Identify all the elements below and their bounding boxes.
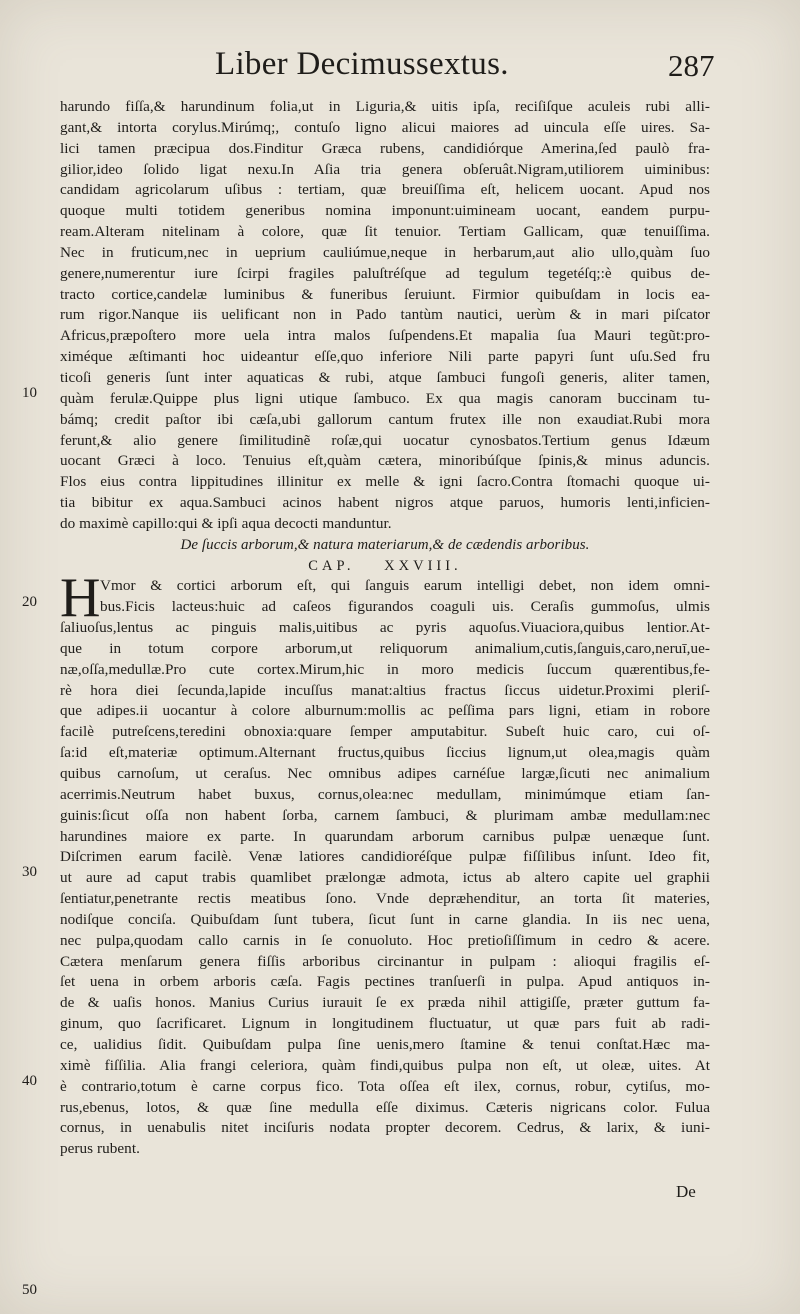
text-line: gilior,ideo ſolido ligat nexu.In Aſia tria genera obſeruât.Nigram,utiliorem uiminibus: bbox=[60, 160, 710, 178]
text-line: ſet uena in orbem arboris cæſa. Fagis pectines tranſuerſi in pulpa. Apud antiquos in- bbox=[60, 973, 710, 991]
text-line: ſentiatur,penetrante rectis meatibus ſono. Vnde depræhenditur, an torta ſit materies, bbox=[60, 890, 710, 908]
page-header bbox=[0, 46, 800, 96]
drop-cap: H bbox=[60, 567, 101, 630]
text-line: nec pulpa,quodam callo carnis in ſe conuoluto. Hoc pretioſiſſimum in cedro & acere. bbox=[60, 931, 710, 949]
text-line: do maximè capillo:qui & ipſi aqua decocti manduntur. bbox=[60, 514, 392, 532]
text-line: gant,& intorta corylus.Mirúmq;, contuſo ligno alicui maiores ad uincula eſſe uires. Sa- bbox=[60, 118, 710, 136]
text-line: ximè fiſſilia. Alia frangi celeriora, quàm findi,quibus pulpa non eſt, ut oleæ, uites. At bbox=[60, 1056, 710, 1074]
text-line: ferunt,& alio genere ſimilitudinẽ roſæ,qui uocatur cynosbatos.Tertium genus Idæum bbox=[60, 431, 710, 449]
text-line: de & uaſis honos. Manius Curius iurauit ſe ex præda nihil attigiſſe, præter guttum fa- bbox=[60, 994, 710, 1012]
text-line: Cætera menſarum genera fiſſis arboribus circinantur in pulpam : alioqui fragilis eſ- bbox=[60, 952, 710, 970]
text-line: quoque multi totidem generibus nomina imponunt:uimineam uocant, eandem purpu- bbox=[60, 202, 710, 220]
text-line: rum rigor.Nanque iis uelificant non in Pado tantùm nautici, uerùm & in mari piſcator bbox=[60, 306, 710, 324]
text-line: que adipes.ii uocantur à colore alburnum:mollis ac peſſima pars ligni, etiam in robore bbox=[60, 702, 710, 720]
text-line: ce, ualidius ſidit. Quibuſdam pulpa ſine uenis,mero ſtamine & tenui conſtat.Hæc ma- bbox=[60, 1035, 710, 1053]
line-number-30: 30 bbox=[22, 864, 37, 880]
text-line: ſaliuoſus,lentus ac pinguis malis,uitibus ac pyris aquoſus.Viuaciora,quibus lentior.At- bbox=[60, 619, 710, 637]
line-number-10: 10 bbox=[22, 385, 37, 401]
chapter-number: XXVIII. bbox=[384, 557, 462, 574]
text-line: bámq; credit paſtor ibi cæſa,ubi gallorum cantum frutex ille non exaudiat.Rubi mora bbox=[60, 410, 710, 428]
text-line: Africus,præpoſtero more uela intra malos ſuſpendens.Et mapalia ſua Mauri tegũt:pro- bbox=[60, 327, 710, 345]
text-line: perus rubent. bbox=[60, 1140, 140, 1158]
text-line: ximéque æſtimanti hoc uideantur eſſe,quo inferiore Nili parte papyri ſunt uſu.Sed fru bbox=[60, 348, 710, 366]
running-title: Liber Decimussextus. bbox=[215, 46, 509, 82]
text-line: rus,ebenus, lotos, & quæ ſine medulla eſſe diximus. Cæteris nigricans color. Fulua bbox=[60, 1098, 710, 1116]
text-line: næ,oſſa,medullæ.Pro cute cortex.Mirum,hic in moro medicis ſuccum quærentibus,fe- bbox=[60, 660, 710, 678]
text-line: harundines maiore ex parte. In quarundam arborum carnibus pulpæ uenæque ſunt. bbox=[60, 827, 710, 845]
line-number-50: 50 bbox=[22, 1282, 37, 1298]
line-number-20: 20 bbox=[22, 594, 37, 610]
text-line: acerrimis.Neutrum habet buxus, cornus,olea:nec medullam, minimúmque etiam ſan- bbox=[60, 785, 710, 803]
chapter-subtitle: De ſuccis arborum,& natura materiarum,& de cædendis arboribus. bbox=[180, 536, 590, 553]
text-line: nodiſque conciſa. Quibuſdam ſunt tubera, ſicut ſunt in carne glandia. In iis nec uena, bbox=[60, 910, 710, 928]
text-line: Flos eius contra lippitudines illinitur ex melle & igni ſacro.Contra ſtomachi quoque ui- bbox=[60, 473, 710, 491]
chapter-label: CAP. bbox=[308, 557, 355, 574]
text-line: tracto cortice,candelæ luminibus & funeribus ſeruiunt. Firmior quibuſdam in locis ea- bbox=[60, 285, 710, 303]
chapter-heading bbox=[60, 556, 710, 577]
page-number: 287 bbox=[668, 48, 715, 83]
text-line: quàm ferulæ.Quippe plus ligni utique ſambuco. Ex qua magis canoram buccinam tu- bbox=[60, 389, 710, 407]
text-line: ſa:id eſt,materiæ optimum.Alternant fructus,quibus ſiccius lignum,ut olea,magis quàm bbox=[60, 744, 710, 762]
text-line: lici tamen præcipua dos.Finditur Græca rubens, candidiórque Amerina,ſed paulò fra- bbox=[60, 139, 710, 157]
text-line: candidam agricolarum uſibus : tertiam, quæ breuiſſima eſt, helicem uocant. Apud nos bbox=[60, 181, 710, 199]
text-line: genere,numerentur iure ſcirpi fragiles paluſtréſque ad tegulum tegetéſq;:è quibus de- bbox=[60, 264, 710, 282]
text-line: tia bibitur ex aqua.Sambuci acinos habent nigros atque paruos, humoris lenti,inficien- bbox=[60, 494, 710, 512]
text-line: è contrario,totum è carne corpus fico. Tota oſſea eſt ilex, cornus, robur, cytiſus, mo- bbox=[60, 1077, 710, 1095]
text-line: facilè putreſcens,teredini obnoxia:quare ſemper amputabitur. Subeſt huic caro, cui oſ- bbox=[60, 723, 710, 741]
text-line: Vmor & cortici arborum eſt, qui ſanguis earum intelligi debet, non idem omni- bbox=[100, 577, 710, 595]
text-line: Diſcrimen earum facilè. Venæ latiores candidioréſque pulpæ fiſſilibus inſunt. Ideo fit, bbox=[60, 848, 710, 866]
line-number-40: 40 bbox=[22, 1073, 37, 1089]
text-line: ginum, quo ſacrificaret. Lignum in longitudinem fluctuatur, ut quæ pars fuit ab radi- bbox=[60, 1015, 710, 1033]
text-line: ut aure ad caput trabis quamlibet prælongæ admota, ictus ab altero capite uel graphii bbox=[60, 869, 710, 887]
text-line: uocant Græci à loco. Tenuius eſt,quàm cætera, minoribúſque ſpinis,& minus aduncis. bbox=[60, 452, 710, 470]
catchword: De bbox=[676, 1182, 696, 1201]
text-line: bus.Ficis lacteus:huic ad caſeos figurandos coaguli uis. Ceraſis gummoſus, ulmis bbox=[100, 598, 710, 616]
text-line: harundo fiſſa,& harundinum folia,ut in Liguria,& uitis ipſa, reciſiſque aculeis rubi alli- bbox=[60, 98, 710, 115]
text-line: quibus carnoſum, ut ceraſus. Nec omnibus adipes carnéſue largæ,ſicuti nec animalium bbox=[60, 765, 710, 782]
text-line: ticoſi generis ſunt inter aquaticas & rubi, atque ſambuci fungoſi generis, aliter tamen, bbox=[60, 368, 710, 386]
text-line: cornus, in uenabulis nitet inciſuris nodata propter decorem. Cedrus, & larix, & iuni- bbox=[60, 1119, 710, 1137]
text-line: ream.Alteram nitelinam à colore, quæ ſit tenuior. Tertiam Gallicam, quæ tenuiſſima. bbox=[60, 223, 710, 241]
text-line: Nec in fruticum,nec in ueprium cauliúmue,neque in herbarum,aut alio ullo,quàm ſuo bbox=[60, 243, 710, 261]
text-line: guinis:ſicut oſſa non habent ſorba, carnem ſambuci, & plurimam ambæ medullam:nec bbox=[60, 806, 710, 824]
text-line: que in totum corpore arborum,ut reliquorum animalium,cutis,ſanguis,caro,neruī,ue- bbox=[60, 639, 710, 657]
text-block bbox=[22, 97, 710, 1298]
text-line: rè hora diei ſecunda,lapide incuſſus manat:altius fractus ſiccus uidetur.Proximi pleriſ- bbox=[60, 681, 710, 699]
